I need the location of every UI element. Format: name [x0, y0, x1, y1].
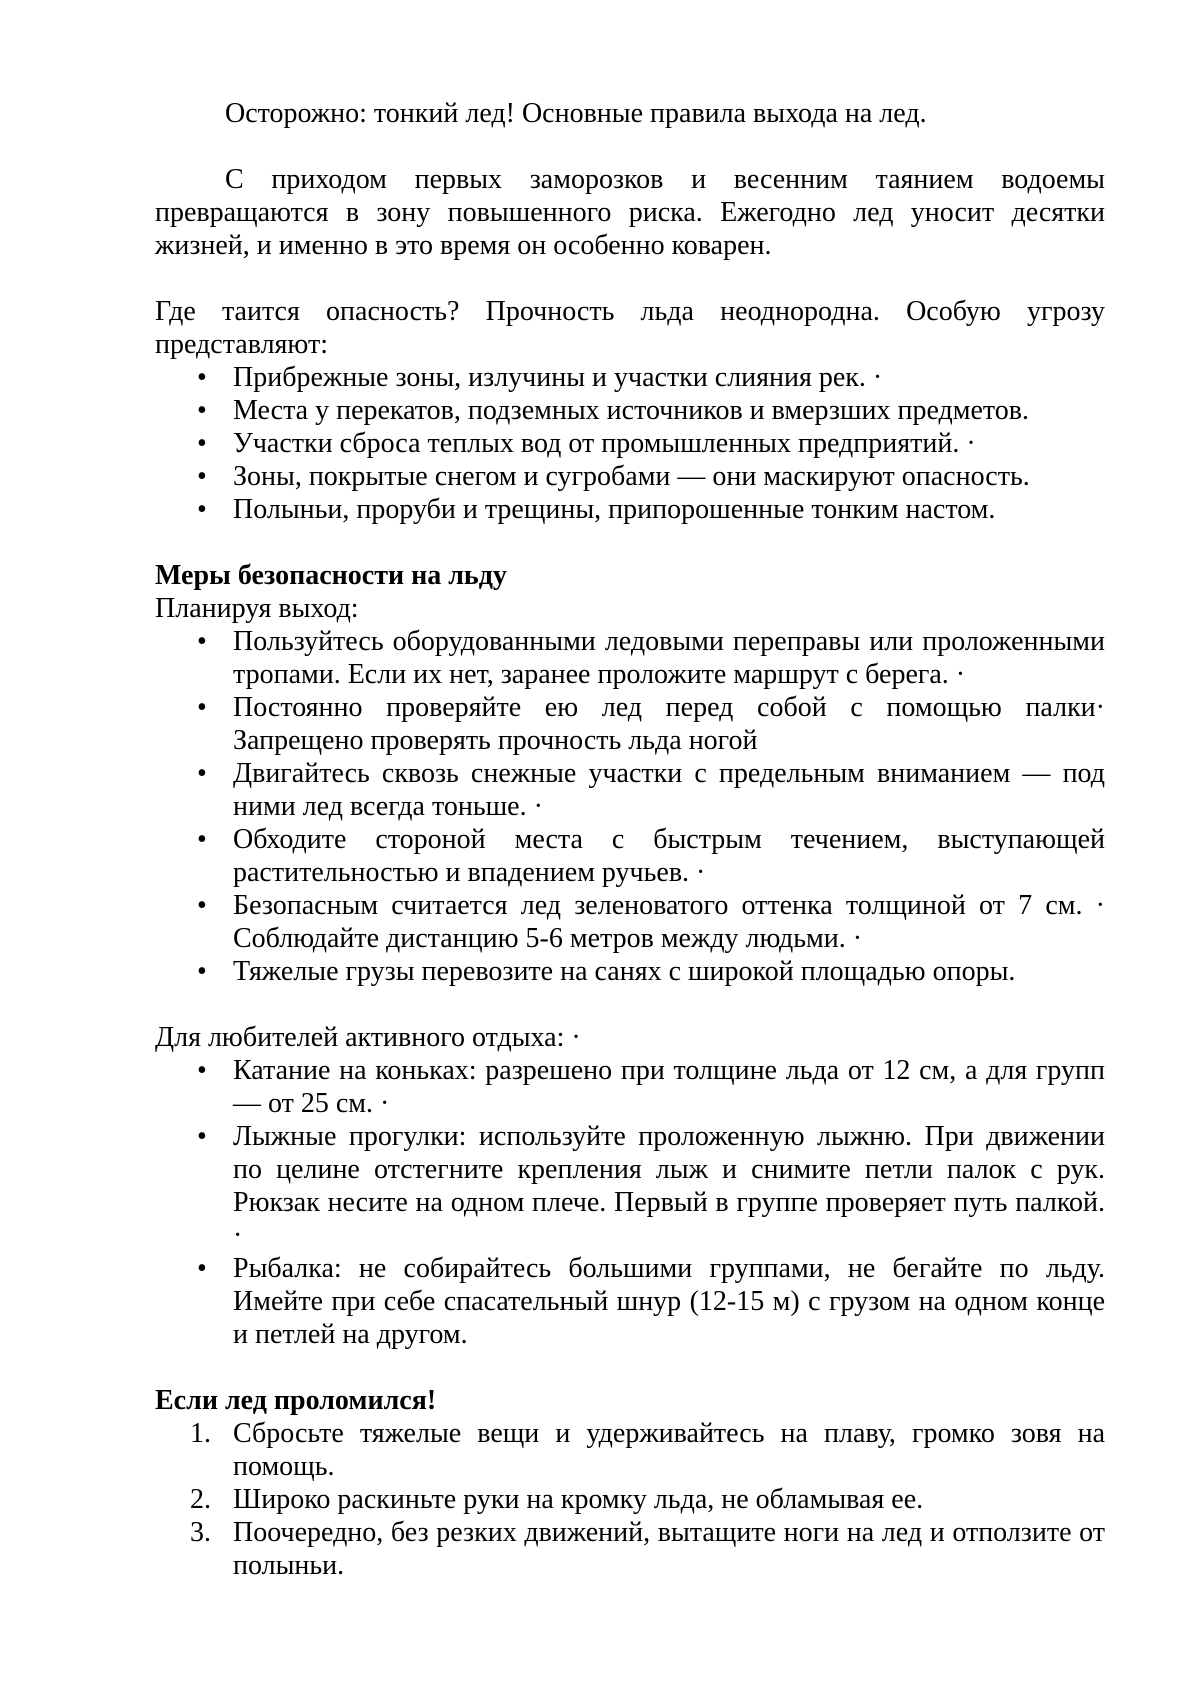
list-item — [155, 394, 1105, 427]
list-item — [155, 1120, 1105, 1252]
list-item-text: Участки сброса теплых вод от промышленных предприятий. · — [233, 428, 976, 459]
list-item-text: Постоянно проверяйте ею лед перед собой с помощью палки· Запрещено проверять прочность льда ногой — [233, 692, 1105, 756]
activities-lead-paragraph: Для любителей активного отдыха: · — [155, 1022, 581, 1053]
bullet-icon: • — [197, 1253, 207, 1284]
list-item — [155, 1417, 1105, 1483]
activities-list — [155, 1054, 1105, 1351]
list-item-text: Обходите стороной места с быстрым течением, выступающей растительностью и впадением ручьев. · — [233, 824, 1105, 888]
list-item — [155, 757, 1105, 823]
list-item — [155, 427, 1105, 460]
document-title: Осторожно: тонкий лед! Основные правила выхода на лед. — [225, 98, 927, 129]
list-item — [155, 493, 1105, 526]
safety-lead-paragraph: Планируя выход: — [155, 593, 359, 624]
list-item-text: Безопасным считается лед зеленоватого оттенка толщиной от 7 см. · Соблюдайте дистанцию 5-6 метров между людьми. · — [233, 890, 1105, 954]
bullet-icon: • — [197, 626, 207, 657]
list-item-text: Сбросьте тяжелые вещи и удерживайтесь на плаву, громко зовя на помощь. — [233, 1418, 1105, 1482]
bullet-icon: • — [197, 395, 207, 426]
list-item-text: Поочередно, без резких движений, вытащите ноги на лед и отползите от полыньи. — [233, 1517, 1105, 1581]
bullet-icon: • — [197, 1055, 207, 1086]
list-item — [155, 691, 1105, 757]
bullet-icon: • — [197, 824, 207, 855]
list-item-text: Двигайтесь сквозь снежные участки с предельным вниманием — под ними лед всегда тоньше. · — [233, 758, 1105, 822]
bullet-icon: • — [197, 461, 207, 492]
list-number: 3. — [190, 1517, 211, 1548]
list-item-text: Зоны, покрытые снегом и сугробами — они маскируют опасность. — [233, 461, 1030, 492]
list-item — [155, 1516, 1105, 1582]
list-item — [155, 361, 1105, 394]
list-item-text: Широко раскиньте руки на кромку льда, не обламывая ее. — [233, 1484, 924, 1515]
list-item — [155, 1483, 1105, 1516]
bullet-icon: • — [197, 428, 207, 459]
list-item — [155, 460, 1105, 493]
list-item — [155, 823, 1105, 889]
list-item — [155, 955, 1105, 988]
bullet-icon: • — [197, 890, 207, 921]
list-item-text: Места у перекатов, подземных источников и вмерзших предметов. — [233, 395, 1030, 426]
safety-list — [155, 625, 1105, 988]
danger-lead-paragraph: Где таится опасность? Прочность льда неоднородна. Особую угрозу представляют: — [155, 296, 1105, 360]
danger-list — [155, 361, 1105, 526]
list-item — [155, 889, 1105, 955]
bullet-icon: • — [197, 758, 207, 789]
list-number: 1. — [190, 1418, 211, 1449]
bullet-icon: • — [197, 1121, 207, 1152]
rescue-heading: Если лед проломился! — [155, 1385, 437, 1416]
list-item-text: Пользуйтесь оборудованными ледовыми переправы или проложенными тропами. Если их нет, заранее проложите маршрут с берега. · — [233, 626, 1105, 690]
bullet-icon: • — [197, 494, 207, 525]
list-item-text: Рыбалка: не собирайтесь большими группами, не бегайте по льду. Имейте при себе спасательный шнур (12-15 м) с грузом на одном конце и петлей на другом. — [233, 1253, 1105, 1350]
list-number: 2. — [190, 1484, 211, 1515]
list-item-text: Катание на коньках: разрешено при толщине льда от 12 см, а для групп — от 25 см. · — [233, 1055, 1105, 1119]
list-item — [155, 625, 1105, 691]
intro-paragraph: С приходом первых заморозков и весенним таянием водоемы превращаются в зону повышенного риска. Ежегодно лед уносит десятки жизней, и именно в это время он особенно коварен. — [155, 164, 1105, 261]
list-item-text: Лыжные прогулки: используйте проложенную лыжню. При движении по целине отстегните крепления лыж и снимите петли палок с рук. Рюкзак несите на одном плече. Первый в группе проверяет путь палкой. · — [233, 1121, 1105, 1251]
bullet-icon: • — [197, 692, 207, 723]
safety-heading: Меры безопасности на льду — [155, 560, 507, 591]
bullet-icon: • — [197, 956, 207, 987]
bullet-icon: • — [197, 362, 207, 393]
list-item-text: Тяжелые грузы перевозите на санях с широкой площадью опоры. — [233, 956, 1016, 987]
list-item-text: Прибрежные зоны, излучины и участки слияния рек. · — [233, 362, 883, 393]
list-item-text: Полыньи, проруби и трещины, припорошенные тонким настом. — [233, 494, 996, 525]
rescue-steps-list — [155, 1417, 1105, 1582]
list-item — [155, 1252, 1105, 1351]
list-item — [155, 1054, 1105, 1120]
